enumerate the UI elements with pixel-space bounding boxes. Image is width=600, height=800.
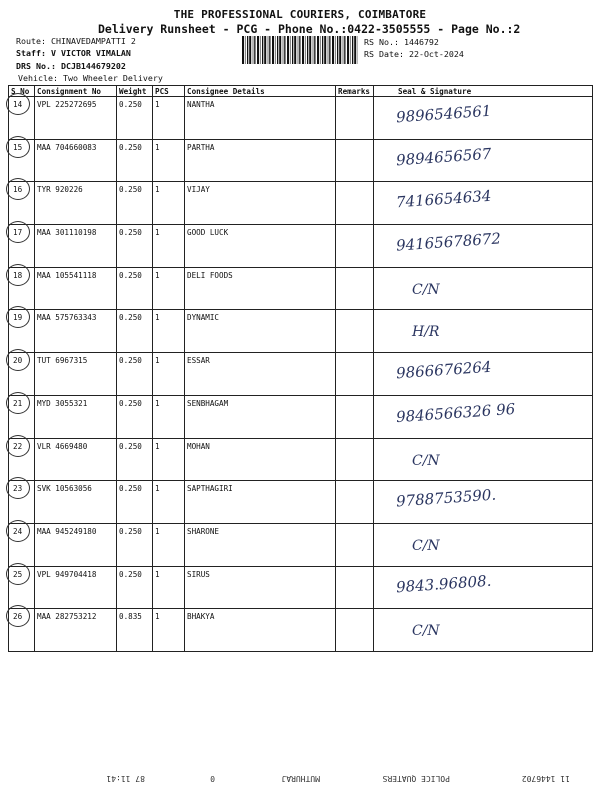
staff-text: Staff: V VICTOR VIMALAN	[16, 48, 131, 58]
signature-cell	[374, 609, 593, 652]
consignment-cell: MAA 575763343	[35, 310, 117, 353]
remarks-cell	[336, 225, 374, 268]
remarks-cell	[336, 395, 374, 438]
sno-cell: 14	[9, 97, 35, 140]
barcode-bar	[264, 36, 266, 64]
pcs-cell: 1	[153, 139, 185, 182]
pcs-cell: 1	[153, 225, 185, 268]
barcode-bar	[305, 36, 306, 64]
barcode-bar	[292, 36, 293, 64]
barcode-bar	[322, 36, 323, 64]
remarks-cell	[336, 353, 374, 396]
handwritten-signature: C/N	[412, 623, 440, 640]
signature-cell	[374, 182, 593, 225]
barcode-bar	[283, 36, 284, 64]
handwritten-circle-mark	[6, 520, 30, 542]
handwritten-signature: C/N	[412, 452, 440, 469]
rs-number: RS No.: 1446792	[364, 37, 439, 47]
handwritten-signature: 9846566326 96	[395, 399, 516, 426]
consignment-cell: VPL 949704418	[35, 566, 117, 609]
handwritten-circle-mark	[6, 563, 30, 585]
drs-number: DRS No.: DCJB144679202	[16, 61, 126, 71]
consignment-cell: MYD 3055321	[35, 395, 117, 438]
barcode-bar	[354, 36, 356, 64]
barcode-bar	[347, 36, 349, 64]
barcode-bar	[277, 36, 278, 64]
consignment-cell: SVK 10563056	[35, 481, 117, 524]
table-row	[9, 267, 593, 310]
consignee-cell: ESSAR	[185, 353, 336, 396]
weight-cell: 0.250	[117, 353, 153, 396]
consignment-cell: VPL 225272695	[35, 97, 117, 140]
sno-cell: 20	[9, 353, 35, 396]
handwritten-signature: C/N	[412, 537, 440, 554]
barcode-bar	[253, 36, 254, 64]
col-header-signature: Seal & Signature	[374, 86, 593, 97]
signature-cell	[374, 225, 593, 268]
barcode-bar	[329, 36, 330, 64]
signature-cell	[374, 310, 593, 353]
handwritten-circle-mark	[6, 178, 30, 200]
sno-cell: 19	[9, 310, 35, 353]
barcode-bar	[309, 36, 311, 64]
remarks-cell	[336, 310, 374, 353]
handwritten-signature: H/R	[412, 324, 440, 341]
consignee-cell: GOOD LUCK	[185, 225, 336, 268]
sno-cell: 22	[9, 438, 35, 481]
col-header-remarks: Remarks	[336, 86, 374, 97]
pcs-cell: 1	[153, 481, 185, 524]
barcode-bar	[324, 36, 326, 64]
weight-cell: 0.250	[117, 438, 153, 481]
pcs-cell: 1	[153, 310, 185, 353]
footer-count: 0	[210, 774, 215, 783]
sno-cell: 21	[9, 395, 35, 438]
barcode-bar	[307, 36, 308, 64]
consignee-cell: BHAKYA	[185, 609, 336, 652]
remarks-cell	[336, 523, 374, 566]
footer-rs-number: 11 1446702	[521, 774, 570, 783]
col-header-sno: S No	[9, 86, 35, 97]
signature-cell	[374, 566, 593, 609]
barcode-bar	[245, 36, 246, 64]
remarks-cell	[336, 267, 374, 310]
rs-date: RS Date: 22-Oct-2024	[364, 49, 464, 59]
barcode-bar	[242, 36, 244, 64]
sno-cell: 16	[9, 182, 35, 225]
barcode-bar	[287, 36, 289, 64]
remarks-cell	[336, 139, 374, 182]
barcode-bar	[262, 36, 263, 64]
handwritten-signature: C/N	[412, 281, 440, 298]
barcode-bar	[257, 36, 259, 64]
handwritten-circle-mark	[6, 306, 30, 328]
sno-cell: 18	[9, 267, 35, 310]
sno-cell: 15	[9, 139, 35, 182]
handwritten-circle-mark	[6, 605, 30, 627]
table-row	[9, 481, 593, 524]
consignment-cell: TUT 6967315	[35, 353, 117, 396]
table-row	[9, 310, 593, 353]
barcode-bar	[302, 36, 304, 64]
table-row	[9, 139, 593, 182]
col-header-pcs: PCS	[153, 86, 185, 97]
vehicle-text: Vehicle: Two Wheeler Delivery	[18, 73, 163, 83]
table-row	[9, 225, 593, 268]
barcode-bar	[294, 36, 296, 64]
handwritten-circle-mark	[6, 221, 30, 243]
col-header-consignee: Consignee Details	[185, 86, 336, 97]
weight-cell: 0.835	[117, 609, 153, 652]
barcode-bar	[335, 36, 336, 64]
pcs-cell: 1	[153, 267, 185, 310]
remarks-cell	[336, 182, 374, 225]
route-text: Route: CHINAVEDAMPATTI 2	[16, 36, 136, 46]
col-header-weight: Weight	[117, 86, 153, 97]
remarks-cell	[336, 566, 374, 609]
barcode-bar	[350, 36, 351, 64]
barcode-bar	[275, 36, 276, 64]
company-title: THE PROFESSIONAL COURIERS, COIMBATORE	[173, 8, 427, 21]
barcode-bar	[247, 36, 248, 64]
consignee-cell: SIRUS	[185, 566, 336, 609]
signature-cell	[374, 353, 593, 396]
weight-cell: 0.250	[117, 523, 153, 566]
remarks-cell	[336, 609, 374, 652]
runsheet-subtitle: Delivery Runsheet - PCG - Phone No.:0422-3505555 - Page No.:2	[98, 22, 521, 36]
handwritten-circle-mark	[6, 435, 30, 457]
sno-cell: 23	[9, 481, 35, 524]
table-row	[9, 523, 593, 566]
runsheet-table	[8, 85, 593, 652]
consignee-cell: SAPTHAGIRI	[185, 481, 336, 524]
sno-cell: 17	[9, 225, 35, 268]
signature-cell	[374, 481, 593, 524]
pcs-cell: 1	[153, 395, 185, 438]
remarks-cell	[336, 438, 374, 481]
handwritten-signature: 9788753590.	[395, 485, 497, 511]
sno-cell: 24	[9, 523, 35, 566]
barcode-bar	[344, 36, 345, 64]
consignee-cell: NANTHA	[185, 97, 336, 140]
consignment-cell: MAA 105541118	[35, 267, 117, 310]
barcode-bar	[272, 36, 274, 64]
table-row	[9, 438, 593, 481]
consignee-cell: PARTHA	[185, 139, 336, 182]
table-row	[9, 97, 593, 140]
pcs-cell: 1	[153, 97, 185, 140]
barcode-bar	[290, 36, 291, 64]
barcode-bar	[314, 36, 315, 64]
barcode-bar	[279, 36, 281, 64]
handwritten-circle-mark	[6, 477, 30, 499]
handwritten-circle-mark	[6, 93, 30, 115]
barcode-bar	[268, 36, 269, 64]
table-row	[9, 182, 593, 225]
consignee-cell: MOHAN	[185, 438, 336, 481]
handwritten-signature: 7416654634	[395, 187, 492, 212]
handwritten-signature: 94165678672	[395, 229, 502, 255]
handwritten-signature: 9894656567	[395, 144, 492, 169]
weight-cell: 0.250	[117, 481, 153, 524]
footer-location: POLICE QUATERS	[382, 774, 450, 783]
pcs-cell: 1	[153, 566, 185, 609]
barcode-bar	[328, 36, 329, 64]
sno-cell: 25	[9, 566, 35, 609]
footer-time: 87 11:41	[106, 774, 145, 783]
handwritten-circle-mark	[6, 264, 30, 286]
barcode-bar	[249, 36, 251, 64]
handwritten-circle-mark	[6, 392, 30, 414]
barcode-bar	[298, 36, 299, 64]
consignee-cell: SHARONE	[185, 523, 336, 566]
footer-name: MUTHURAJ	[281, 774, 320, 783]
consignment-cell: MAA 704660083	[35, 139, 117, 182]
consignee-cell: DELI FOODS	[185, 267, 336, 310]
barcode-bar	[260, 36, 261, 64]
barcode-bar	[299, 36, 300, 64]
weight-cell: 0.250	[117, 395, 153, 438]
remarks-cell	[336, 97, 374, 140]
pcs-cell: 1	[153, 609, 185, 652]
barcode-bar	[332, 36, 334, 64]
consignee-cell: VIJAY	[185, 182, 336, 225]
table-header-row	[9, 86, 593, 97]
signature-cell	[374, 97, 593, 140]
handwritten-circle-mark	[6, 136, 30, 158]
handwritten-circle-mark	[6, 349, 30, 371]
table-row	[9, 566, 593, 609]
consignment-cell: VLR 4669480	[35, 438, 117, 481]
signature-cell	[374, 139, 593, 182]
pcs-cell: 1	[153, 353, 185, 396]
table-row	[9, 609, 593, 652]
consignee-cell: DYNAMIC	[185, 310, 336, 353]
handwritten-signature: 9843.96808.	[395, 571, 492, 596]
handwritten-signature: 9866676264	[395, 357, 492, 383]
weight-cell: 0.250	[117, 225, 153, 268]
barcode-bar	[320, 36, 321, 64]
weight-cell: 0.250	[117, 182, 153, 225]
barcode-bar	[317, 36, 319, 64]
pcs-cell: 1	[153, 523, 185, 566]
col-header-consignment: Consignment No	[35, 86, 117, 97]
table-row	[9, 395, 593, 438]
sno-cell: 26	[9, 609, 35, 652]
weight-cell: 0.250	[117, 139, 153, 182]
barcode-bar	[269, 36, 270, 64]
consignment-cell: MAA 301110198	[35, 225, 117, 268]
signature-cell	[374, 438, 593, 481]
table-row	[9, 353, 593, 396]
weight-cell: 0.250	[117, 566, 153, 609]
weight-cell: 0.250	[117, 310, 153, 353]
consignment-cell: MAA 282753212	[35, 609, 117, 652]
consignment-cell: MAA 945249180	[35, 523, 117, 566]
consignment-cell: TYR 920226	[35, 182, 117, 225]
barcode-bar	[337, 36, 338, 64]
consignee-cell: SENBHAGAM	[185, 395, 336, 438]
barcode-image	[242, 36, 358, 64]
barcode-bar	[254, 36, 255, 64]
signature-cell	[374, 267, 593, 310]
signature-cell	[374, 395, 593, 438]
pcs-cell: 1	[153, 438, 185, 481]
barcode-bar	[343, 36, 344, 64]
handwritten-signature: 9896546561	[395, 101, 492, 127]
barcode-bar	[313, 36, 314, 64]
barcode-bar	[339, 36, 341, 64]
barcode-bar	[352, 36, 353, 64]
pcs-cell: 1	[153, 182, 185, 225]
barcode-bar	[284, 36, 285, 64]
weight-cell: 0.250	[117, 267, 153, 310]
weight-cell: 0.250	[117, 97, 153, 140]
remarks-cell	[336, 481, 374, 524]
signature-cell	[374, 523, 593, 566]
